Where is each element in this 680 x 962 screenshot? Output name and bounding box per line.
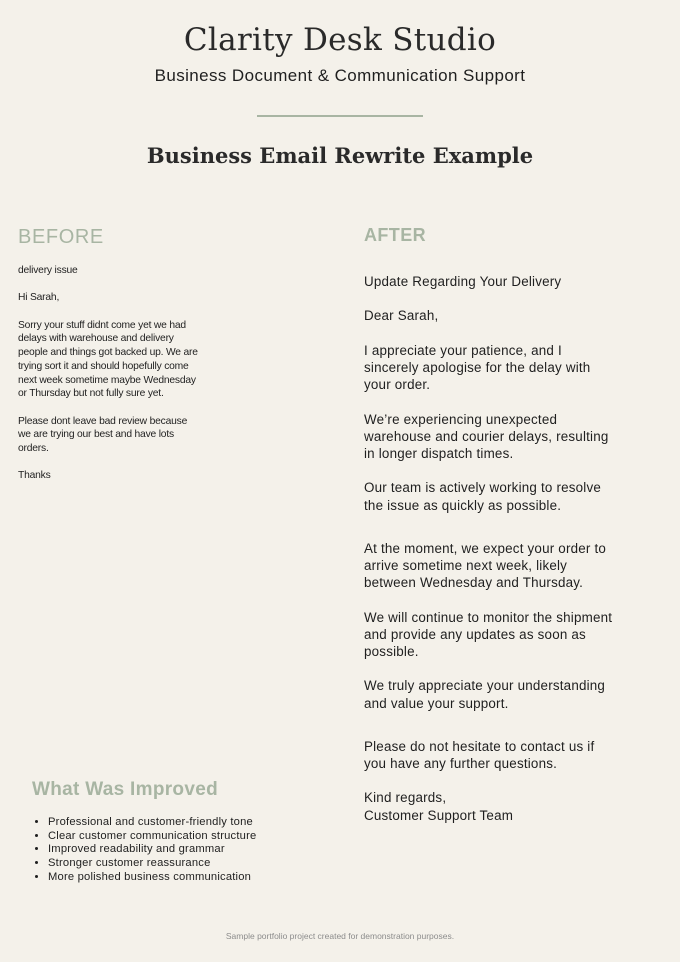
after-subject: Update Regarding Your Delivery — [364, 274, 562, 289]
list-item: • Professional and customer-friendly tone — [48, 816, 256, 830]
list-item: • More polished business communication — [48, 871, 256, 885]
improvements-list — [32, 816, 256, 885]
after-heading: AFTER — [364, 225, 426, 245]
before-heading: BEFORE — [18, 226, 104, 248]
after-greeting: Dear Sarah, — [364, 308, 439, 324]
before-greeting: Hi Sarah, — [18, 292, 60, 304]
brand-tagline: Business Document & Communication Support — [154, 66, 526, 85]
document-title: Business Email Rewrite Example — [146, 143, 534, 168]
after-paragraph: Our team is actively working to resolve the issue as quickly as possible. — [364, 480, 602, 513]
brand-title: Clarity Desk Studio — [183, 22, 497, 58]
list-item: • Improved readability and grammar — [48, 843, 256, 857]
footer-note: Sample portfolio project created for demonstration purposes. — [225, 931, 455, 941]
after-paragraph: At the moment, we expect your order to arrive sometime next week, likely between Wednesday and Thursday. — [364, 540, 607, 591]
before-subject: delivery issue — [18, 265, 78, 276]
list-item: • Clear customer communication structure — [48, 830, 256, 844]
after-signature: Customer Support Team — [364, 807, 514, 823]
after-paragraph: We truly appreciate your understanding and value your support. — [364, 678, 606, 711]
after-paragraph: We will continue to monitor the shipment and provide any updates as soon as possible. — [364, 609, 613, 659]
after-paragraph: I appreciate your patience, and I sincerely apologise for the delay with your order. — [364, 342, 591, 393]
header-divider — [257, 115, 423, 117]
after-signoff — [364, 789, 614, 823]
before-signoff: Thanks — [18, 470, 51, 482]
after-paragraph: We’re experiencing unexpected warehouse and courier delays, resulting in longer dispatch times. — [364, 411, 609, 461]
improvements-heading: What Was Improved — [32, 779, 218, 800]
before-email-body — [18, 264, 198, 497]
before-paragraph: Please dont leave bad review because we are trying our best and have lots orders. — [18, 415, 188, 455]
after-closing: Kind regards, — [364, 790, 447, 806]
after-email-body — [364, 273, 614, 824]
list-item: • Stronger customer reassurance — [48, 857, 256, 871]
before-paragraph: Sorry your stuff didnt come yet we had delays with warehouse and delivery people and things got backed up. We are trying sort it and should hopefully come next week sometime maybe Wednesday or Thursday but not fully sure yet. — [18, 319, 198, 400]
after-paragraph: Please do not hesitate to contact us if you have any further questions. — [364, 738, 595, 771]
